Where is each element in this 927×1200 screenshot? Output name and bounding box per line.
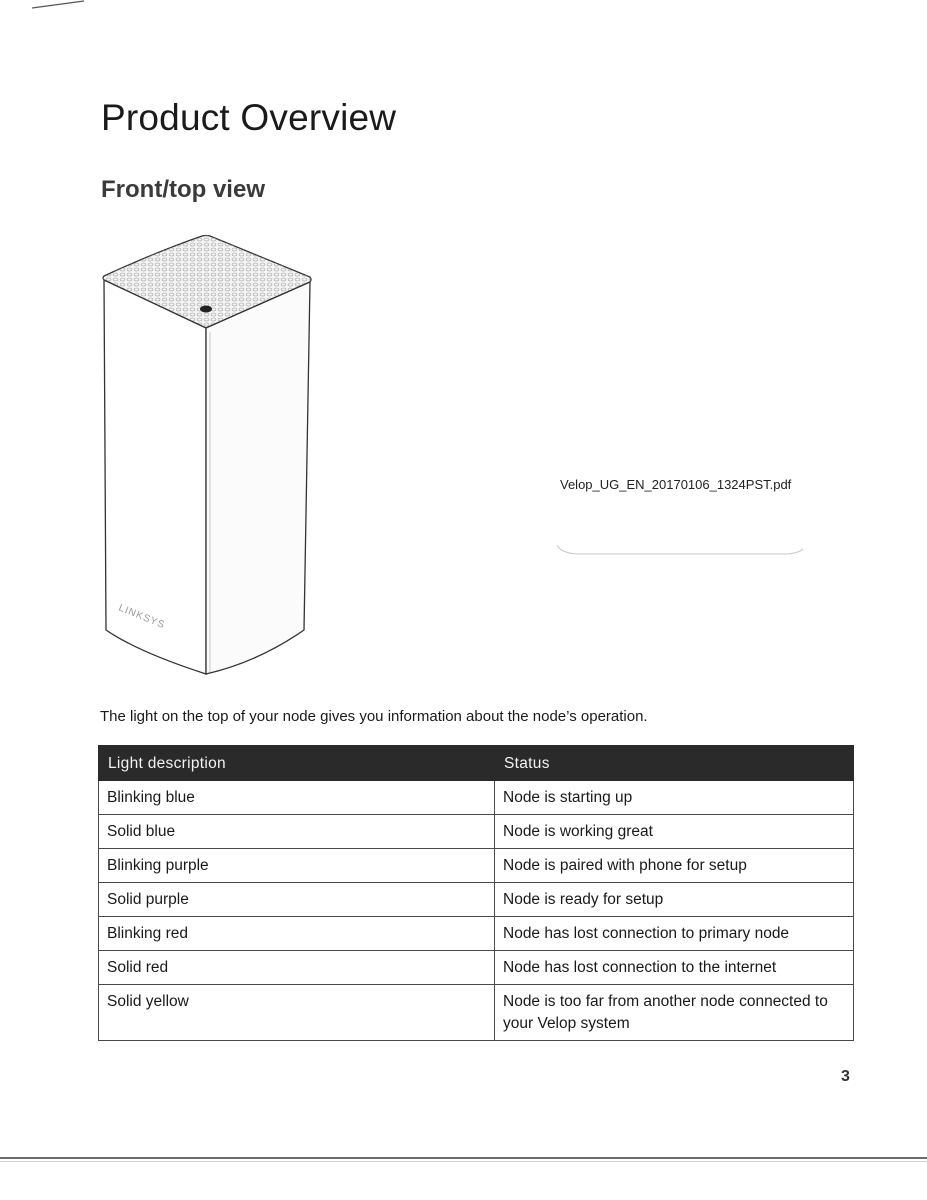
light-status-table	[98, 745, 854, 1041]
page-number: 3	[841, 1068, 850, 1085]
light-cell: Blinking blue	[99, 781, 495, 815]
device-logo: LINKSYS	[116, 602, 167, 632]
light-cell: Solid blue	[99, 815, 495, 849]
header-status: Status	[495, 746, 854, 781]
page-bottom-rule	[0, 1157, 927, 1159]
status-cell: Node is paired with phone for setup	[495, 849, 854, 883]
light-cell: Blinking red	[99, 917, 495, 951]
page-title: Product Overview	[101, 97, 397, 138]
status-cell: Node has lost connection to primary node	[495, 917, 854, 951]
table-row	[99, 883, 854, 917]
intro-text: The light on the top of your node gives you information about the node’s operation.	[100, 708, 648, 725]
table-row	[99, 951, 854, 985]
table-row	[99, 985, 854, 1041]
status-cell: Node is too far from another node connected to your Velop system	[495, 985, 854, 1041]
velop-node-illustration	[98, 232, 320, 680]
status-cell: Node is ready for setup	[495, 883, 854, 917]
light-cell: Blinking purple	[99, 849, 495, 883]
status-cell: Node has lost connection to the internet	[495, 951, 854, 985]
page-bottom-rule-shadow	[0, 1161, 927, 1162]
table-row	[99, 781, 854, 815]
status-cell: Node is working great	[495, 815, 854, 849]
light-cell: Solid red	[99, 951, 495, 985]
filename-label: Velop_UG_EN_20170106_1324PST.pdf	[560, 477, 792, 492]
section-title: Front/top view	[101, 176, 265, 203]
table-row	[99, 917, 854, 951]
scan-artifact-mark	[30, 0, 86, 10]
status-cell: Node is starting up	[495, 781, 854, 815]
table-header-row	[99, 746, 854, 781]
table-row	[99, 849, 854, 883]
light-cell: Solid purple	[99, 883, 495, 917]
scan-fold-line	[555, 543, 805, 559]
light-cell: Solid yellow	[99, 985, 495, 1041]
table-row	[99, 815, 854, 849]
header-light-description: Light description	[99, 746, 495, 781]
